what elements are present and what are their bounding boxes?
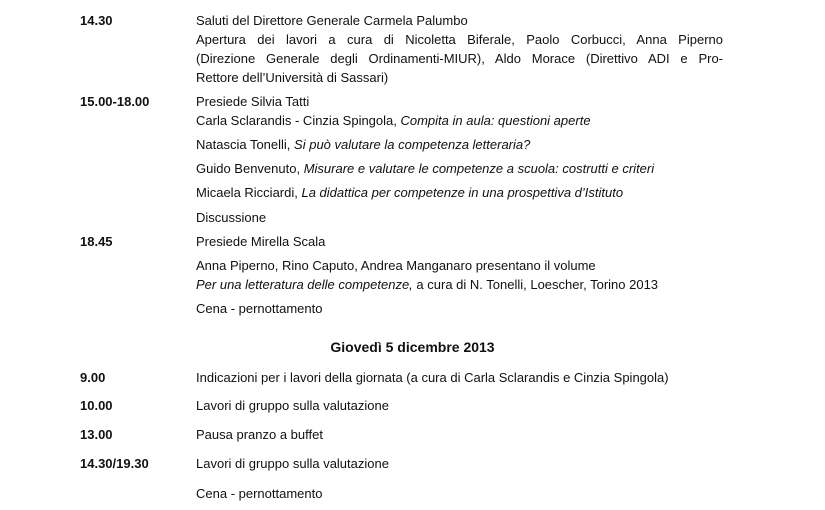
book-details: a cura di N. Tonelli, Loescher, Torino 2013 [412, 277, 659, 292]
time-10-00: 10.00 [80, 398, 113, 413]
talk-item [196, 137, 530, 152]
talk-speaker: Micaela Ricciardi, [196, 185, 302, 200]
talk-title: Si può valutare la competenza letteraria? [294, 137, 531, 152]
schedule-item: Lavori di gruppo sulla valutazione [196, 456, 389, 471]
schedule-item: Indicazioni per i lavori della giornata (a cura di Carla Sclarandis e Cinzia Spingola) [196, 370, 669, 385]
talk-speaker: Guido Benvenuto, [196, 161, 304, 176]
talk-item [196, 185, 623, 200]
book-info [196, 277, 658, 292]
book-title: Per una letteratura delle competenze, [196, 277, 413, 292]
talk-item [196, 113, 591, 128]
opening-line-1: Apertura dei lavori a cura di Nicoletta Biferale, Paolo Corbucci, Anna Piperno [196, 32, 723, 47]
talk-title: Misurare e valutare le competenze a scuola: costrutti e criteri [303, 161, 655, 176]
chair-tatti: Presiede Silvia Tatti [196, 94, 310, 109]
time-9-00: 9.00 [80, 370, 106, 385]
welcome-line: Saluti del Direttore Generale Carmela Palumbo [196, 13, 468, 28]
dinner-day2: Cena - pernottamento [196, 486, 323, 501]
chair-scala: Presiede Mirella Scala [196, 234, 326, 249]
time-18-45: 18.45 [80, 234, 113, 249]
book-presenters: Anna Piperno, Rino Caputo, Andrea Manganaro presentano il volume [196, 258, 596, 273]
dinner-day1: Cena - pernottamento [196, 301, 323, 316]
talk-speaker: Carla Sclarandis - Cinzia Spingola, [196, 113, 401, 128]
schedule-item: Pausa pranzo a buffet [196, 427, 323, 442]
time-14-30-19-30: 14.30/19.30 [80, 456, 149, 471]
schedule-item: Lavori di gruppo sulla valutazione [196, 398, 389, 413]
talk-speaker: Natascia Tonelli, [196, 137, 295, 152]
opening-line-3: Rettore dell’Università di Sassari) [196, 70, 389, 85]
time-14-30: 14.30 [80, 13, 113, 28]
discussion: Discussione [196, 210, 267, 225]
day-heading: Giovedì 5 dicembre 2013 [330, 339, 495, 355]
talk-title: La didattica per competenze in una prospettiva d’Istituto [301, 185, 624, 200]
talk-title: Compita in aula: questioni aperte [400, 113, 591, 128]
talk-item [196, 161, 654, 176]
opening-line-2: (Direzione Generale degli Ordinamenti-MIUR), Aldo Morace (Direttivo ADI e Pro- [196, 51, 723, 66]
time-13-00: 13.00 [80, 427, 113, 442]
time-15-00-18-00: 15.00-18.00 [80, 94, 150, 109]
